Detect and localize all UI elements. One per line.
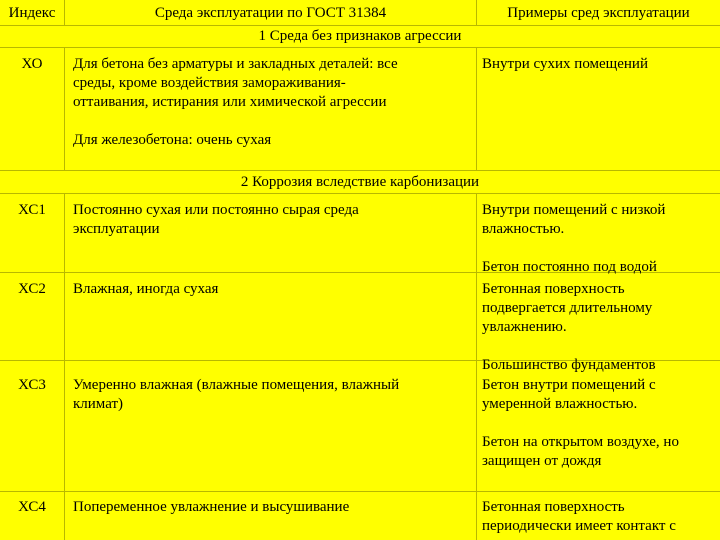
row-divider	[0, 491, 720, 492]
row-index: ХС4	[18, 499, 46, 515]
row-index: ХС2	[18, 281, 46, 297]
row-divider	[0, 47, 720, 48]
row-index: ХС3	[18, 377, 46, 393]
section-title: 2 Коррозия вследствие карбонизации	[240, 174, 480, 190]
row-divider	[0, 25, 720, 26]
row-examples: Бетонная поверхность подвергается длительному увлажнению. Большинство фундаментов	[482, 281, 656, 373]
row-examples: Внутри сухих помещений	[482, 56, 648, 72]
row-divider	[0, 193, 720, 194]
column-divider	[64, 193, 65, 540]
column-divider	[476, 47, 477, 171]
row-examples: Внутри помещений с низкой влажностью. Бетон постоянно под водой	[482, 202, 666, 275]
row-examples: Бетонная поверхность периодически имеет контакт с	[482, 499, 676, 534]
header-examples: Примеры сред эксплуатации	[507, 5, 690, 21]
column-divider	[64, 47, 65, 171]
column-divider	[476, 193, 477, 540]
row-description: Влажная, иногда сухая	[73, 281, 219, 297]
row-description: Умеренно влажная (влажные помещения, влажный климат)	[73, 377, 400, 412]
section-title: 1 Среда без признаков агрессии	[258, 28, 462, 44]
row-index: ХО	[21, 56, 43, 72]
row-divider	[0, 170, 720, 171]
header-environment: Среда эксплуатации по ГОСТ 31384	[154, 5, 387, 21]
row-examples: Бетон внутри помещений с умеренной влажностью. Бетон на открытом воздухе, но защищен от дождя	[482, 377, 679, 469]
row-description: Для бетона без арматуры и закладных деталей: все среды, кроме воздействия замораживания- оттаивания, истирания или химической агрессии Для железобетона: очень сухая	[73, 56, 398, 148]
row-description: Постоянно сухая или постоянно сырая среда эксплуатации	[73, 202, 359, 237]
row-index: ХС1	[18, 202, 46, 218]
header-index: Индекс	[8, 5, 56, 21]
row-description: Попеременное увлажнение и высушивание	[73, 499, 350, 515]
